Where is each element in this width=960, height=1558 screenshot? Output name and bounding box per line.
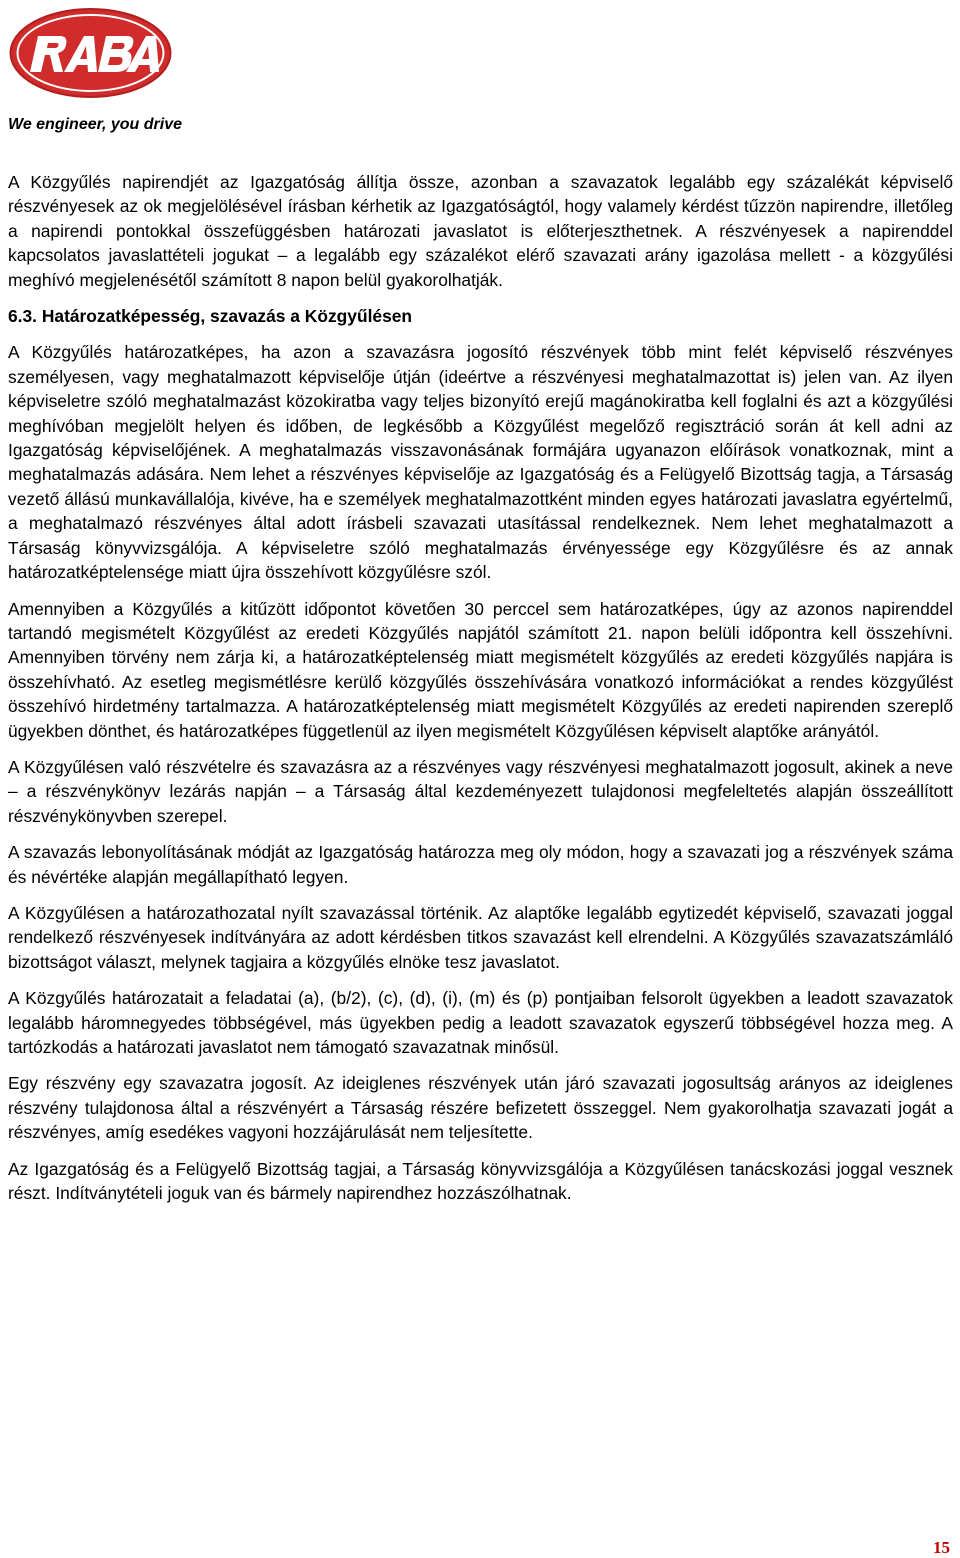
body-paragraph: A Közgyűlés határozatait a feladatai (a), (b/2), (c), (d), (i), (m) és (p) pontjaiban felsorolt ügyekben a leadott szavazatok legalább háromnegyedes többségével, más ügyekben pedig a leadott szavazatok egyszerű többségével hozza meg. A tartózkodás a határozati javaslatot nem támogató szavazatnak minősül. xyxy=(8,988,953,1057)
document-body xyxy=(8,170,953,1217)
intro-paragraph: A Közgyűlés napirendjét az Igazgatóság állítja össze, azonban a szavazatok legalább egy százalékát képviselő részvényesek az ok megjelölésével írásban kérhetik az Igazgatóságtól, hogy valamely kérdést tűzzön napirendre, illetőleg a napirendi pontokkal összefüggésben határozati javaslatot is előterjeszthetnek. A részvényesek a napirenddel kapcsolatos javaslattételi jogukat – a legalább egy százalékot elérő szavazati arány igazolása mellett - a közgyűlési meghívó megjelenésétől számított 8 napon belül gyakorolhatják. xyxy=(8,172,953,290)
body-paragraph: A Közgyűlés határozatképes, ha azon a szavazásra jogosító részvények több mint felét képviselő részvényes személyesen, vagy meghatalmazott képviselője útján (ideértve a részvényesi meghatalmazottat is) jelen van. Az ilyen képviseletre szóló meghatalmazást közokiratba vagy teljes bizonyító erejű magánokiratba kell foglalni és azt a közgyűlési meghívóban megjelölt helyen és időben, de legkésőbb a Közgyűlést megelőző regisztráció során át kell adni az Igazgatóság képviselőjének. A meghatalmazás visszavonásának formájára ugyanazon előírások vonatkoznak, mint a meghatalmazás adására. Nem lehet a részvényes képviselője az Igazgatóság és a Felügyelő Bizottság tagja, a Társaság vezető állású munkavállalója, kivéve, ha e személyek meghatalmazottként minden egyes határozati javaslatra egyértelmű, a meghatalmazó részvényes által adott írásbeli szavazati utasítással rendelkeznek. Nem lehet meghatalmazott a Társaság könyvvizsgálója. A képviseletre szóló meghatalmazás érvényessége egy Közgyűlésre és az annak határozatképtelensége miatt újra összehívott közgyűlésre szól. xyxy=(8,342,953,583)
body-paragraph: A Közgyűlésen való részvételre és szavazásra az a részvényes vagy részvényesi meghatalmazott jogosult, akinek a neve – a részvénykönyv lezárás napján – a Társaság által kezdeményezett tulajdonosi megfeleltetés alapján összeállított részvénykönyvben szerepel. xyxy=(8,756,953,826)
page-number: 15 xyxy=(933,1538,950,1557)
body-paragraph: Amennyiben a Közgyűlés a kitűzött időpontot követően 30 perccel sem határozatképes, úgy az azonos napirenddel tartandó megismételt Közgyűlést az eredeti Közgyűlés napjától számított 21. napon belüli időpontra kell összehívni. Amennyiben törvény nem zárja ki, a határozatképtelenség miatt megismételt közgyűlés az eredeti közgyűlés napjára is összehívható. Az esetleg megismétlésre kerülő közgyűlés összehívására vonatkozó információkat a rendes közgyűlést összehívó hirdetmény tartalmazza. A határozatképtelenség miatt megismételt Közgyűlés az eredeti napirenden szereplő ügyekben dönthet, és határozatképes függetlenül az ilyen megismételt Közgyűlésen képviselt alaptőke arányától. xyxy=(8,598,953,741)
body-paragraph: Egy részvény egy szavazatra jogosít. Az ideiglenes részvények után járó szavazati jogosultság arányos az ideiglenes részvény tulajdonosa által a részvényért a Társaság részére befizetett összeggel. Nem gyakorolhatja szavazati jogát a részvényes, amíg esedékes vagyoni hozzájárulását nem teljesítette. xyxy=(8,1073,953,1143)
section-heading: 6.3. Határozatképesség, szavazás a Közgyűlésen xyxy=(8,306,413,327)
company-tagline: We engineer, you drive xyxy=(8,116,182,133)
body-paragraph: Az Igazgatóság és a Felügyelő Bizottság tagjai, a Társaság könyvvizsgálója a Közgyűlésen tanácskozási joggal vesznek részt. Indítványtételi joguk van és bármely napirendhez hozzászólhatnak. xyxy=(8,1158,953,1204)
body-paragraph: A szavazás lebonyolításának módját az Igazgatóság határozza meg oly módon, hogy a szavazati jog a részvények száma és névértéke alapján megállapítható legyen. xyxy=(8,842,953,887)
body-paragraph: A Közgyűlésen a határozathozatal nyílt szavazással történik. Az alaptőke legalább egytizedét képviselő, szavazati joggal rendelkező részvényesek indítványára az adott kérdésben titkos szavazást kell elrendelni. A Közgyűlés szavazatszámláló bizottságot választ, melynek tagjaira a közgyűlés elnöke tesz javaslatot. xyxy=(8,902,953,972)
raba-logo xyxy=(8,6,173,100)
